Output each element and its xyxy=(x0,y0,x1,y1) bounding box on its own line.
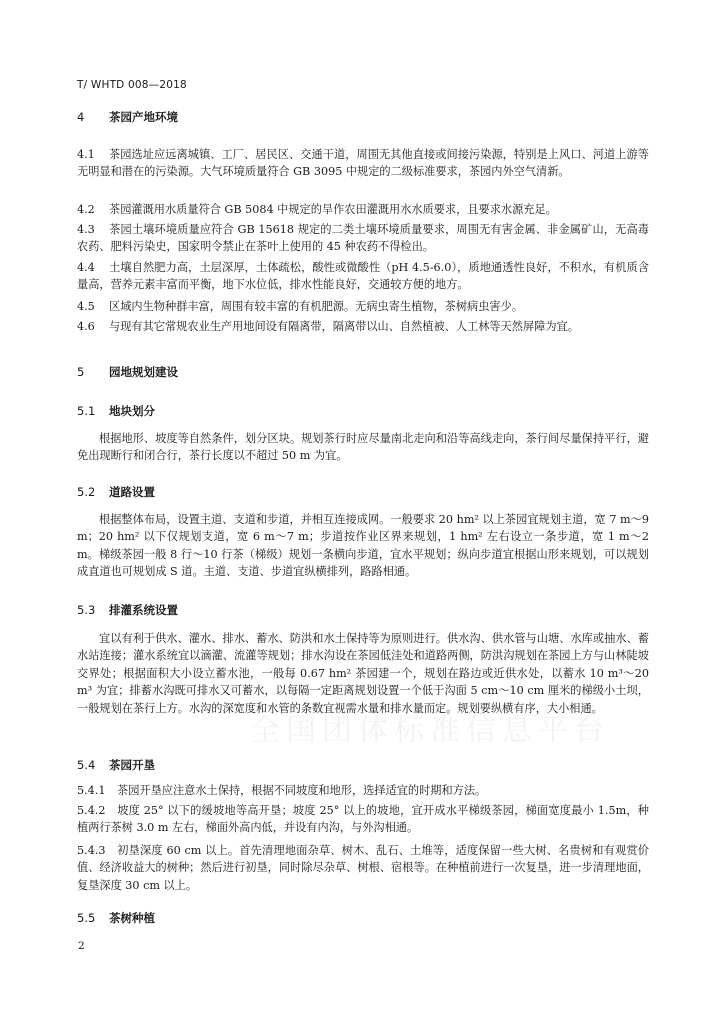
clause-5-4-2: 5.4.2 坡度 25° 以下的缓坡地等高开垦；坡度 25° 以上的坡地，宜开成水平梯级茶园，梯面宽度最小 1.5m，种植两行茶树 3.0 m 左右，梯面外高内低，并设有内沟，与外沟相通。 xyxy=(77,804,649,835)
clause-4-5: 4.5 区域内生物种群丰富，周围有较丰富的有机肥源。无病虫寄生植物，茶树病虫害少。 xyxy=(77,300,523,313)
page-number: 2 xyxy=(78,940,85,952)
clause-4-3: 4.3 茶园土壤环境质量应符合 GB 15618 规定的二类土壤环境质量要求，周围无有害金属、非金属矿山，无高毒农药、肥料污染史，国家明令禁止在茶叶上使用的 45 种农药不得检出。 xyxy=(77,223,649,254)
section-5-heading: 5 园地规划建设 xyxy=(77,365,178,379)
section-4-heading: 4 茶园产地环境 xyxy=(77,110,178,124)
clause-5-3-heading: 5.3 排灌系统设置 xyxy=(77,603,178,617)
clause-5-1-heading: 5.1 地块划分 xyxy=(77,404,155,418)
clause-5-4-3: 5.4.3 初垦深度 60 cm 以上。首先清理地面杂草、树木、乱石、土堆等，适度保留一些大树、名贵树和有观赏价值、经济收益大的树种；然后进行初垦，同时除尽杂草、树根、宿根等。在种植前进行一次复垦，进一步清理地面，复垦深度 30 cm 以上。 xyxy=(77,844,649,892)
clause-5-3-text: 宜以有利于供水、灌水、排水、蓄水、防洪和水土保持等为原则进行。供水沟、供水管与山塘、水库或抽水、蓄水站连接；灌水系统宜以滴灌、流灌等规划；排水沟设在茶园低洼处和道路两侧，防洪沟规划在茶园上方与山林陡坡交界处；根据面积大小设立蓄水池，一般每 0.67 hm² 茶园建一个，规划在路边或近供水处，以蓄水 10 m³～20 m³ 为宜；排蓄水沟既可排水又可蓄水，以每隔一定距离规划设置一个低于沟面 5 cm～10 cm 厘米的梯级小土坝，一般规划在茶行上方。水沟的深宽度和水管的条数宜视需水量和排水量而定。规划要纵横有序，大小相通。 xyxy=(77,632,649,715)
doc-header: T/ WHTD 008—2018 xyxy=(77,79,187,91)
clause-4-2: 4.2 茶园灌溉用水质量符合 GB 5084 中规定的旱作农田灌溉用水水质要求，且要求水源充足。 xyxy=(77,203,557,216)
clause-5-5-heading: 5.5 茶树种植 xyxy=(77,911,155,925)
clause-5-2-text: 根据整体布局，设置主道、支道和步道，并相互连接成网。一般要求 20 hm² 以上茶园宜规划主道，宽 7 m～9 m；20 hm² 以下仅规划支道，宽 6 m～7 m；步道按作业区界来规划，1 hm² 左右设立一条步道，宽 1 m～2 m。梯级茶园一般 8 行～10 行茶（梯级）规划一条横向步道，宜水平规划；纵向步道宜根据山形来规划，可以规划成直道也可规划成 S 道。主道、支道、步道宜纵横排列，路路相通。 xyxy=(77,513,649,579)
clause-4-1: 4.1 茶园选址应远离城镇、工厂、居民区、交通干道，周围无其他直接或间接污染源，特别是上风口、河道上游等无明显和潜在的污染源。大气环境质量符合 GB 3095 中规定的二级标准要求，茶园内外空气清新。 xyxy=(77,148,649,179)
watermark: 全国团体标准信息平台 xyxy=(250,713,610,748)
clause-5-1-text: 根据地形、坡度等自然条件，划分区块。规划茶行时应尽量南北走向和沿等高线走向，茶行间尽量保持平行，避免出现断行和闭合行，茶行长度以不超过 50 m 为宜。 xyxy=(77,432,649,463)
clause-5-4-1: 5.4.1 茶园开垦应注意水土保持，根据不同坡度和地形，选择适宜的时期和方法。 xyxy=(77,784,487,797)
clause-4-6: 4.6 与现有其它常规农业生产用地间设有隔离带，隔离带以山、自然植被、人工林等天然屏障为宜。 xyxy=(77,320,579,333)
clause-5-2-heading: 5.2 道路设置 xyxy=(77,485,155,499)
clause-5-4-heading: 5.4 茶园开垦 xyxy=(77,758,155,772)
clause-4-4: 4.4 土壤自然肥力高，土层深厚，土体疏松，酸性或微酸性（pH 4.5-6.0），质地通透性良好，不积水，有机质含量高，营养元素丰富而平衡，地下水位低，排水性能良好，交通较方便的地方。 xyxy=(77,261,649,292)
